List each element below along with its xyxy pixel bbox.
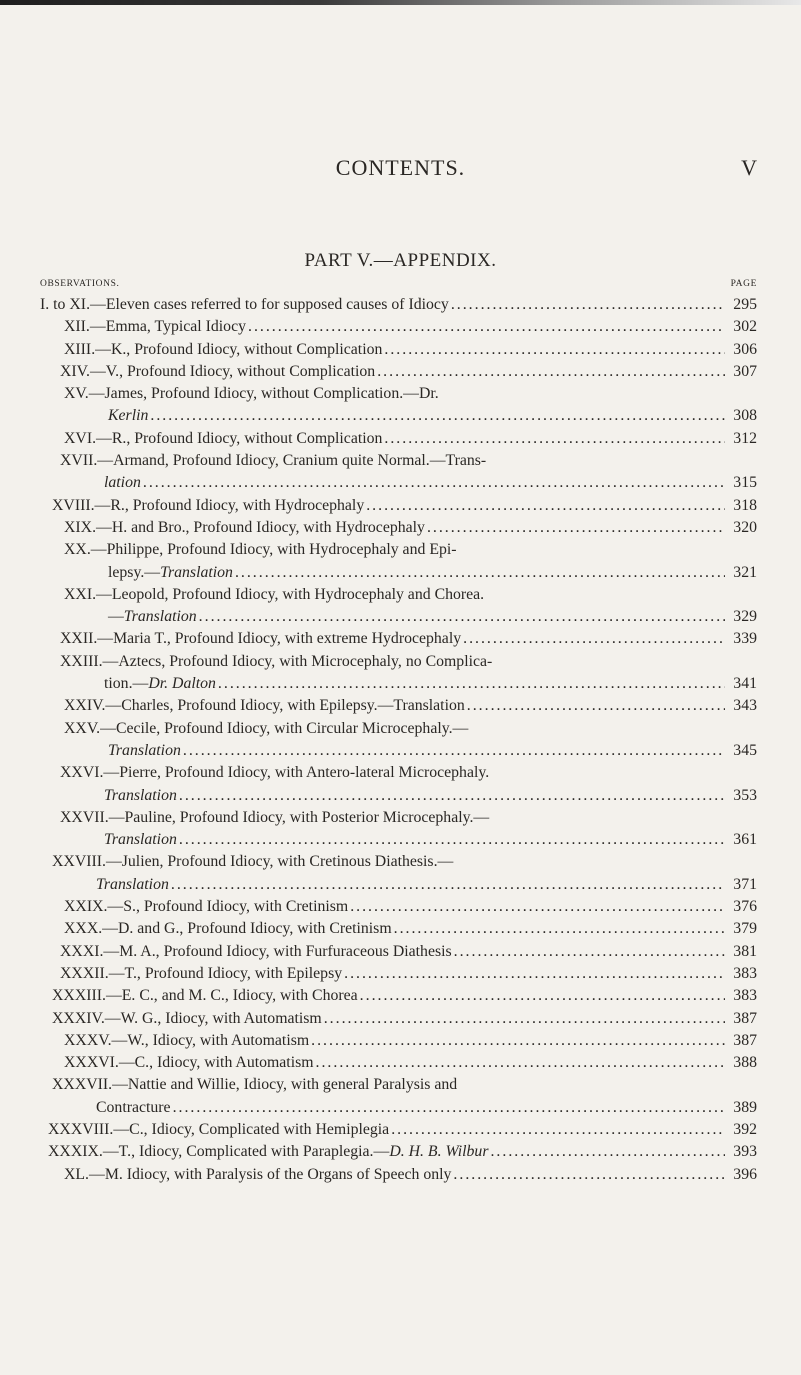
dot-leader: [171, 874, 725, 896]
dot-leader: [316, 1052, 725, 1074]
page-number: 312: [733, 429, 757, 447]
dot-leader: [391, 1119, 725, 1141]
entry-number: XXIX.—: [64, 898, 124, 916]
page-number: 388: [733, 1054, 757, 1072]
entry-note: lation: [104, 474, 141, 492]
page-number: 387: [733, 1031, 757, 1049]
toc-entry: [40, 539, 757, 584]
entry-number: XXXVII.—: [52, 1076, 128, 1094]
entry-number: XVIII.—: [52, 496, 111, 514]
entry-title: C., Idiocy, with Automatism: [134, 1054, 314, 1072]
entry-number: XXXII.—: [60, 964, 125, 982]
entry-title: Pauline, Profound Idiocy, with Posterior Microcephaly.—: [124, 808, 490, 826]
page-number: 329: [733, 608, 757, 626]
page-number: 315: [733, 474, 757, 492]
entry-title: H. and Bro., Profound Idiocy, with Hydrocephaly: [111, 518, 425, 536]
dot-leader: [150, 405, 725, 427]
entry-number: XVI.—: [64, 429, 112, 447]
page-number: 383: [733, 964, 757, 982]
page-number: 345: [733, 741, 757, 759]
entry-number: XV.—: [64, 385, 105, 403]
page-number: 341: [733, 675, 757, 693]
dot-leader: [394, 918, 725, 940]
entry-title: Leopold, Profound Idiocy, with Hydrocephaly and Chorea.: [111, 585, 485, 603]
entry-continuation: —: [108, 608, 124, 626]
page-number: 318: [733, 496, 757, 514]
toc-entry: [40, 851, 757, 896]
entry-title: S., Profound Idiocy, with Cretinism: [123, 898, 349, 916]
entry-note: Translation: [104, 786, 177, 804]
dot-leader: [377, 361, 725, 383]
entry-note: Translation: [108, 741, 181, 759]
dot-leader: [467, 695, 725, 717]
entry-number: XIII.—: [64, 340, 111, 358]
entry-note: Translation: [123, 608, 197, 626]
page-number: 389: [733, 1098, 757, 1116]
entry-title: Eleven cases referred to for supposed causes of Idiocy: [105, 296, 449, 313]
entry-number: XXXVI.—: [64, 1054, 135, 1072]
entry-number: XXV.—: [64, 719, 116, 737]
page-number: 383: [733, 987, 757, 1005]
toc-entry: [40, 517, 757, 539]
page-number: 307: [733, 362, 757, 380]
dot-leader: [324, 1008, 725, 1030]
dot-leader: [344, 963, 725, 985]
entry-number: XXI.—: [64, 585, 112, 603]
toc-entry: [40, 450, 757, 495]
entry-number: XXIV.—: [64, 697, 122, 715]
toc-entry: [40, 316, 757, 338]
toc-entry: [40, 651, 757, 696]
dot-leader: [350, 896, 725, 918]
page-number: 371: [733, 875, 757, 893]
entry-number: XIX.—: [64, 518, 112, 536]
toc-entry: [40, 495, 757, 517]
entry-title: Nattie and Willie, Idiocy, with general Paralysis and: [127, 1076, 458, 1094]
page-number: 302: [733, 318, 757, 336]
entry-title: Emma, Typical Idiocy: [105, 318, 246, 336]
dot-leader: [451, 294, 725, 316]
entry-author: D. H. B. Wilbur: [389, 1143, 489, 1161]
dot-leader: [463, 628, 725, 650]
entry-note: Translation: [160, 563, 233, 581]
toc-entry: [40, 628, 757, 650]
toc-entry: [40, 963, 757, 985]
entry-number: XXX.—: [64, 920, 118, 938]
page-number: 353: [733, 786, 757, 804]
page-number: 379: [733, 920, 757, 938]
dot-leader: [235, 562, 725, 584]
entry-number: XXXIX.—: [48, 1143, 119, 1161]
dot-leader: [183, 740, 725, 762]
entry-title: C., Idiocy, Complicated with Hemiplegia: [129, 1120, 390, 1138]
dot-leader: [384, 339, 725, 361]
toc-entry: [40, 1030, 757, 1052]
contents-list: [40, 294, 757, 1186]
page-number: 381: [733, 942, 757, 960]
dot-leader: [366, 495, 725, 517]
entry-title: E. C., and M. C., Idiocy, with Chorea: [121, 987, 358, 1005]
entry-note: Dr. Dalton: [148, 675, 216, 693]
entry-title: Aztecs, Profound Idiocy, with Microcephaly, no Complica-: [118, 652, 493, 670]
entry-number: XXXIII.—: [52, 987, 122, 1005]
toc-entry: [40, 361, 757, 383]
entry-title: T., Idiocy, Complicated with Paraplegia.—: [118, 1143, 390, 1161]
entry-number: XXXI.—: [60, 942, 120, 960]
toc-entry: [40, 339, 757, 361]
page-number: 387: [733, 1009, 757, 1027]
part-title: PART V.—APPENDIX.: [304, 250, 497, 271]
entry-title: Maria T., Profound Idiocy, with extreme Hydrocephaly: [113, 630, 462, 648]
page-number: 295: [733, 296, 757, 313]
toc-entry: [40, 383, 757, 428]
entry-number: XXIII.—: [60, 652, 119, 670]
entry-title: R., Profound Idiocy, without Complication: [111, 429, 383, 447]
dot-leader: [453, 1164, 725, 1186]
entry-title: Charles, Profound Idiocy, with Epilepsy.—Translation: [121, 697, 465, 715]
entry-note: Kerlin: [108, 407, 149, 425]
entry-title: James, Profound Idiocy, without Complication.—Dr.: [104, 385, 439, 403]
entry-note: Translation: [96, 875, 169, 893]
entry-title: Pierre, Profound Idiocy, with Antero-lateral Microcephaly.: [119, 764, 490, 782]
entry-number: XXVI.—: [60, 764, 120, 782]
entry-number: XXXV.—: [64, 1031, 128, 1049]
page-number: 396: [733, 1165, 757, 1183]
toc-entry: [40, 695, 757, 717]
page-number: 343: [733, 697, 757, 715]
page-number: 393: [733, 1143, 757, 1161]
entry-number: XVII.—: [60, 452, 114, 470]
dot-leader: [179, 829, 725, 851]
entry-title: Philippe, Profound Idiocy, with Hydrocephaly and Epi-: [106, 541, 457, 559]
entry-title: Cecile, Profound Idiocy, with Circular Microcephaly.—: [115, 719, 469, 737]
entry-title: K., Profound Idiocy, without Complication: [110, 340, 383, 358]
page-number: 339: [733, 630, 757, 648]
dot-leader: [490, 1141, 725, 1163]
page-heading: PAGE: [730, 279, 757, 289]
running-head-title: CONTENTS.: [335, 155, 466, 180]
dot-leader: [218, 673, 725, 695]
entry-title: D. and G., Profound Idiocy, with Cretinism: [117, 920, 392, 938]
entry-number: XXVII.—: [60, 808, 125, 826]
top-edge-shadow: [0, 0, 801, 5]
entry-continuation: tion.—: [104, 675, 149, 693]
entry-title: V., Profound Idiocy, without Complication: [105, 362, 376, 380]
dot-leader: [360, 985, 725, 1007]
entry-number: XII.—: [64, 318, 106, 336]
toc-entry: [40, 1052, 757, 1074]
toc-entry: [40, 1008, 757, 1030]
entry-number: XXXIV.—: [52, 1009, 121, 1027]
toc-entry: [40, 807, 757, 852]
entry-note: Translation: [104, 831, 177, 849]
toc-entry: [40, 941, 757, 963]
page-number: 376: [733, 898, 757, 916]
entry-title: W. G., Idiocy, with Automatism: [120, 1009, 322, 1027]
toc-entry: [40, 584, 757, 629]
entry-number: XXXVIII.—: [48, 1120, 130, 1138]
entry-number: XL.—: [64, 1165, 105, 1183]
entry-number: I. to XI.—: [40, 296, 106, 313]
dot-leader: [454, 941, 725, 963]
entry-title: Julien, Profound Idiocy, with Cretinous Diathesis.—: [121, 853, 454, 871]
toc-entry: [40, 896, 757, 918]
page-number: 320: [733, 518, 757, 536]
entry-title: Armand, Profound Idiocy, Cranium quite Normal.—Trans-: [113, 452, 487, 470]
entry-number: XX.—: [64, 541, 107, 559]
entry-number: XXII.—: [60, 630, 114, 648]
page-folio: V: [741, 155, 757, 180]
toc-entry: [40, 1074, 757, 1119]
dot-leader: [427, 517, 725, 539]
entry-title: R., Profound Idiocy, with Hydrocephaly: [110, 496, 365, 514]
toc-entry: [40, 918, 757, 940]
toc-entry: [40, 718, 757, 763]
entry-title: T., Profound Idiocy, with Epilepsy: [124, 964, 343, 982]
page-number: 392: [733, 1120, 757, 1138]
page-number: 306: [733, 340, 757, 358]
toc-entry: [40, 1119, 757, 1141]
entry-number: XIV.—: [60, 362, 106, 380]
toc-entry: [40, 1164, 757, 1186]
entry-title: W., Idiocy, with Automatism: [127, 1031, 310, 1049]
entry-continuation: Contracture: [96, 1098, 171, 1116]
dot-leader: [311, 1030, 725, 1052]
toc-entry: [40, 1141, 757, 1163]
dot-leader: [173, 1097, 725, 1119]
entry-title: M. Idiocy, with Paralysis of the Organs of Speech only: [104, 1165, 452, 1183]
dot-leader: [199, 606, 725, 628]
page-number: 361: [733, 831, 757, 849]
toc-entry: [40, 428, 757, 450]
entry-title: M. A., Profound Idiocy, with Furfuraceous Diathesis: [119, 942, 452, 960]
page-number: 321: [733, 563, 757, 581]
toc-entry: [40, 762, 757, 807]
dot-leader: [143, 472, 725, 494]
column-headings: [40, 279, 757, 289]
dot-leader: [384, 428, 725, 450]
toc-entry: [40, 985, 757, 1007]
dot-leader: [248, 316, 725, 338]
page-number: 308: [733, 407, 757, 425]
observations-heading: OBSERVATIONS.: [40, 279, 120, 289]
dot-leader: [179, 785, 725, 807]
entry-number: XXVIII.—: [52, 853, 122, 871]
entry-continuation: lepsy.—: [108, 563, 161, 581]
toc-entry: [40, 294, 757, 316]
